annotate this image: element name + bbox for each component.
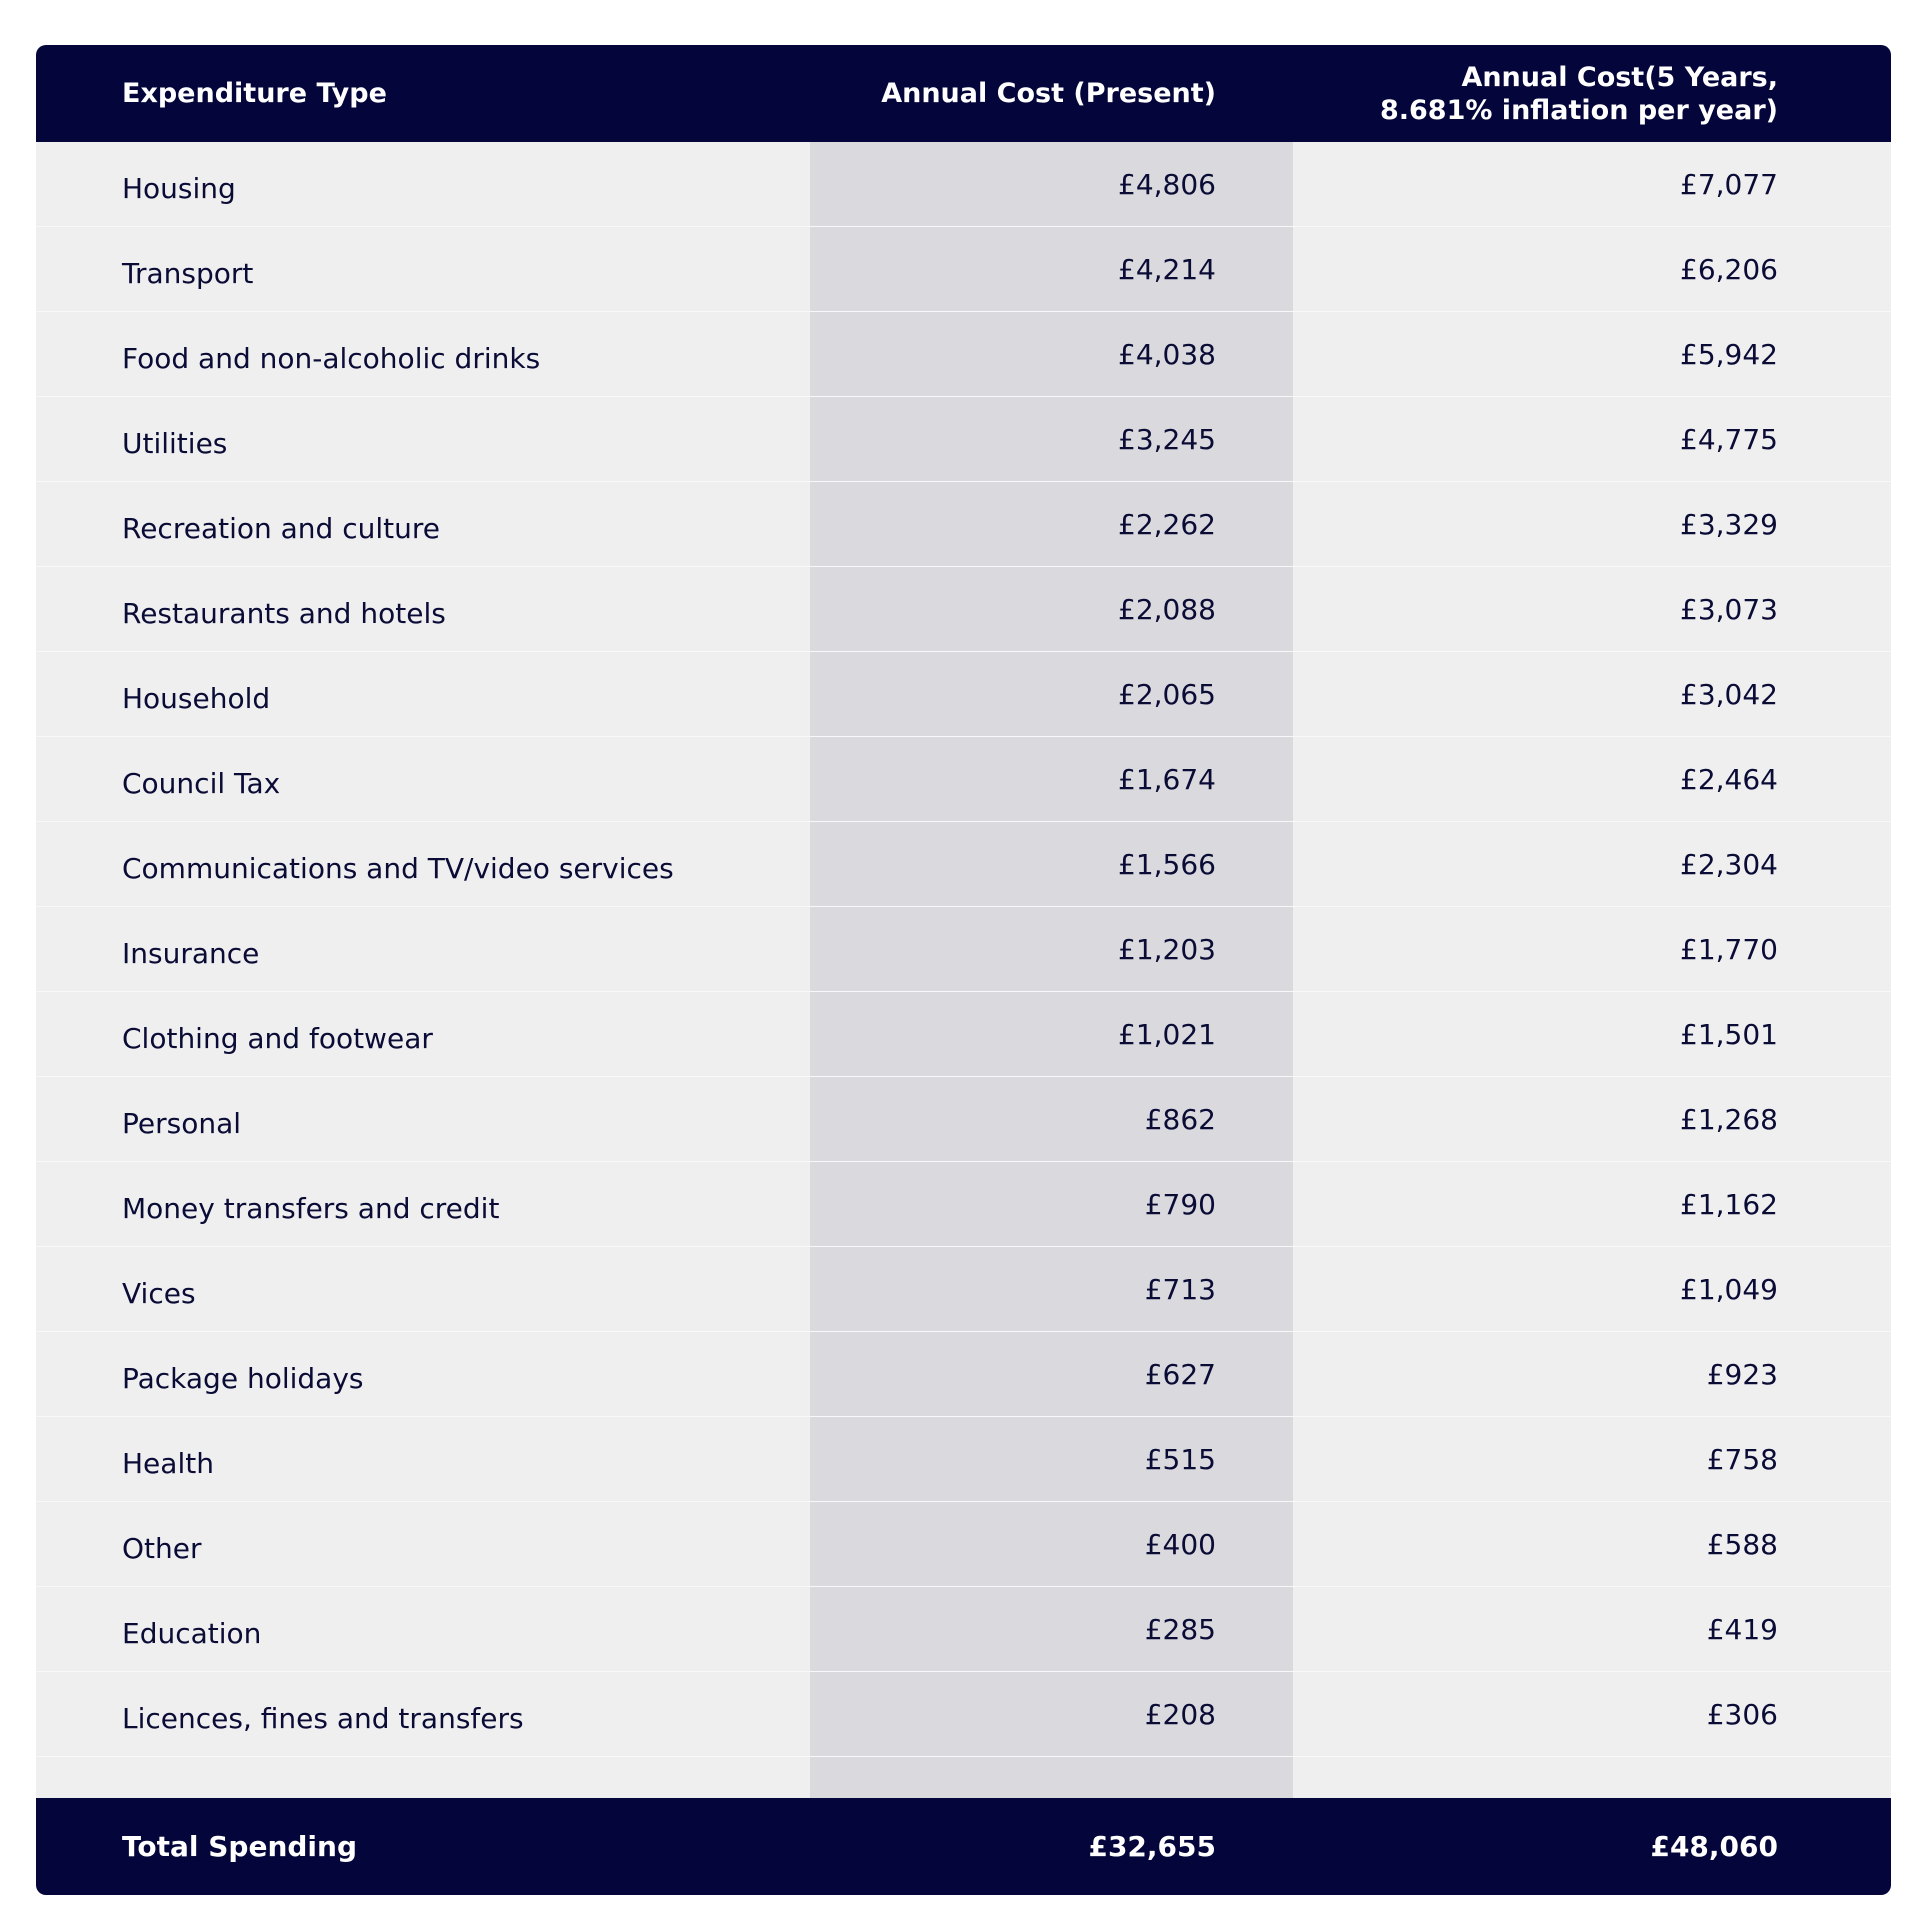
row-expenditure-type: Money transfers and credit (122, 1192, 500, 1225)
header-expenditure-type: Expenditure Type (122, 77, 387, 109)
row-annual-cost-future: £419 (1706, 1613, 1778, 1646)
table-row (36, 1587, 1891, 1672)
table-row (36, 1077, 1891, 1162)
row-annual-cost-future: £2,304 (1680, 848, 1778, 881)
row-annual-cost-present: £713 (1144, 1273, 1216, 1306)
row-annual-cost-present: £4,806 (1118, 168, 1216, 201)
row-expenditure-type: Clothing and footwear (122, 1022, 433, 1055)
table-row (36, 1332, 1891, 1417)
row-annual-cost-present: £208 (1144, 1698, 1216, 1731)
row-annual-cost-future: £1,162 (1680, 1188, 1778, 1221)
table-row (36, 822, 1891, 907)
header-future-line2: 8.681% inflation per year) (1379, 94, 1778, 126)
expenditure-table (36, 45, 1891, 1895)
table-row (36, 482, 1891, 567)
row-expenditure-type: Health (122, 1447, 214, 1480)
row-expenditure-type: Communications and TV/video services (122, 852, 674, 885)
table-row (36, 567, 1891, 652)
table-row (36, 227, 1891, 312)
row-annual-cost-future: £588 (1706, 1528, 1778, 1561)
row-annual-cost-present: £4,214 (1118, 253, 1216, 286)
row-expenditure-type: Vices (122, 1277, 196, 1310)
row-expenditure-type: Council Tax (122, 767, 281, 800)
row-annual-cost-future: £1,268 (1680, 1103, 1778, 1136)
row-annual-cost-present: £2,065 (1118, 678, 1216, 711)
table-row (36, 142, 1891, 227)
row-expenditure-type: Utilities (122, 427, 228, 460)
total-label: Total Spending (122, 1829, 357, 1863)
row-annual-cost-future: £1,770 (1680, 933, 1778, 966)
row-annual-cost-future: £306 (1706, 1698, 1778, 1731)
row-annual-cost-present: £2,262 (1118, 508, 1216, 541)
table-row (36, 907, 1891, 992)
row-expenditure-type: Transport (122, 257, 254, 290)
header-annual-cost-future (1380, 45, 1778, 142)
row-annual-cost-future: £1,501 (1680, 1018, 1778, 1051)
row-annual-cost-present: £400 (1144, 1528, 1216, 1561)
row-annual-cost-future: £4,775 (1680, 423, 1778, 456)
row-annual-cost-present: £862 (1144, 1103, 1216, 1136)
total-future: £48,060 (1650, 1829, 1778, 1863)
row-annual-cost-future: £923 (1706, 1358, 1778, 1391)
row-expenditure-type: Licences, fines and transfers (122, 1702, 524, 1735)
row-expenditure-type: Recreation and culture (122, 512, 440, 545)
row-annual-cost-present: £790 (1144, 1188, 1216, 1221)
table-footer-total (36, 1798, 1891, 1895)
row-annual-cost-present: £1,021 (1118, 1018, 1216, 1051)
row-expenditure-type: Household (122, 682, 271, 715)
row-expenditure-type: Other (122, 1532, 202, 1565)
row-expenditure-type: Food and non-alcoholic drinks (122, 342, 541, 375)
table-row (36, 312, 1891, 397)
row-expenditure-type: Insurance (122, 937, 260, 970)
total-present: £32,655 (1088, 1829, 1216, 1863)
row-annual-cost-present: £4,038 (1118, 338, 1216, 371)
row-expenditure-type: Package holidays (122, 1362, 364, 1395)
table-header (36, 45, 1891, 142)
row-annual-cost-future: £2,464 (1680, 763, 1778, 796)
row-annual-cost-future: £3,073 (1680, 593, 1778, 626)
row-annual-cost-future: £3,329 (1680, 508, 1778, 541)
row-annual-cost-present: £1,203 (1118, 933, 1216, 966)
table-row (36, 1417, 1891, 1502)
row-expenditure-type: Education (122, 1617, 262, 1650)
table-row (36, 1247, 1891, 1332)
header-future-line1: Annual Cost(5 Years, (1461, 61, 1778, 93)
row-annual-cost-present: £1,566 (1118, 848, 1216, 881)
row-annual-cost-present: £2,088 (1118, 593, 1216, 626)
table-row (36, 397, 1891, 482)
row-annual-cost-present: £285 (1144, 1613, 1216, 1646)
row-expenditure-type: Housing (122, 172, 236, 205)
table-row (36, 1672, 1891, 1757)
row-annual-cost-future: £758 (1706, 1443, 1778, 1476)
row-annual-cost-future: £3,042 (1680, 678, 1778, 711)
row-annual-cost-present: £1,674 (1118, 763, 1216, 796)
row-annual-cost-present: £515 (1144, 1443, 1216, 1476)
table-row (36, 992, 1891, 1077)
table-row (36, 1502, 1891, 1587)
row-annual-cost-future: £7,077 (1680, 168, 1778, 201)
row-annual-cost-present: £627 (1144, 1358, 1216, 1391)
table-row (36, 1162, 1891, 1247)
row-annual-cost-future: £1,049 (1680, 1273, 1778, 1306)
row-annual-cost-present: £3,245 (1118, 423, 1216, 456)
row-annual-cost-future: £6,206 (1680, 253, 1778, 286)
table-row (36, 737, 1891, 822)
row-expenditure-type: Personal (122, 1107, 242, 1140)
row-expenditure-type: Restaurants and hotels (122, 597, 446, 630)
header-annual-cost-present: Annual Cost (Present) (881, 77, 1216, 109)
row-annual-cost-future: £5,942 (1680, 338, 1778, 371)
table-row (36, 652, 1891, 737)
